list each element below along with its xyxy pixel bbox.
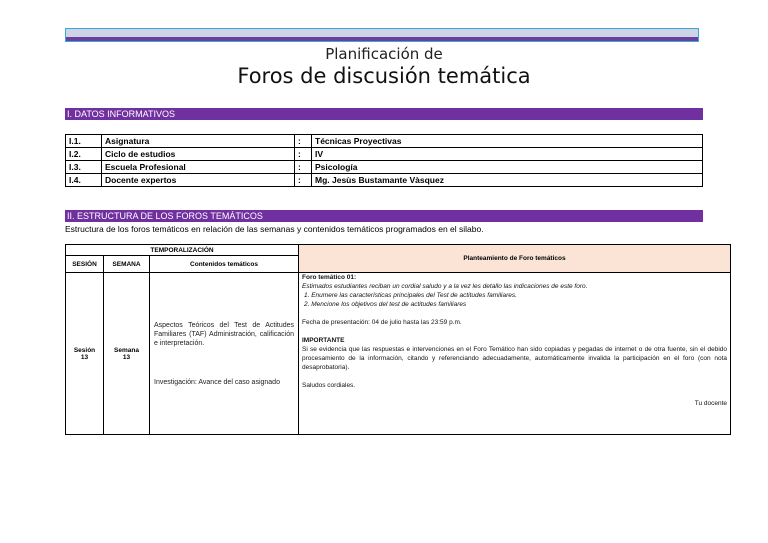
header-banner-stripe: [66, 37, 698, 41]
info-label: Docente expertos: [102, 174, 295, 187]
info-value: Mg. Jesùs Bustamante Vàsquez: [312, 174, 703, 187]
info-row: [66, 161, 703, 174]
foro-item: 1. Enumere las características principales del Test de actitudes familiares.: [304, 292, 517, 299]
info-label: Asignatura: [102, 135, 295, 148]
section1-title: I. DATOS INFORMATIVOS: [65, 108, 703, 120]
info-value: IV: [312, 148, 703, 161]
info-table: [65, 134, 703, 187]
info-num: I.2.: [66, 148, 102, 161]
contenido-item: Investigación: Avance del caso asignado: [154, 378, 280, 386]
importante-title: IMPORTANTE: [302, 337, 345, 344]
header-semana: SEMANA: [104, 256, 150, 273]
foro-item: 2. Mencione los objetivos del test de actitudes familiares: [304, 301, 467, 308]
semana-label: Semana: [114, 346, 139, 354]
page-title-line1: Planificación de: [325, 45, 443, 63]
fecha-presentacion: Fecha de presentación: 04 de julio hasta las 23:59 p.m.: [302, 319, 462, 326]
header-sesion: SESIÓN: [66, 256, 104, 273]
header-contenidos: Contenidos temáticos: [150, 256, 299, 273]
foro-intro: Estimados estudiantes reciban un cordial saludo y a la vez les detallo las indicaciones de este foro.: [302, 283, 588, 290]
info-label: Escuela Profesional: [102, 161, 295, 174]
firma: Tu docente: [694, 400, 727, 407]
sesion-label: Sesión: [73, 346, 96, 354]
info-value: Psicología: [312, 161, 703, 174]
forum-plan-table: [65, 244, 731, 435]
info-sep: :: [295, 161, 312, 174]
info-sep: :: [295, 174, 312, 187]
importante-text: Si se evidencia que las respuestas e intervenciones en el Foro Temático han sido copiadas y pegadas de internet o de otra fuente, sin el debido procesamiento de la información, citando y referenciando adecuadamente, automáticamente invalida la participación en el foro (con nota desaprobatoria).: [302, 346, 727, 371]
foro-title: Foro temático 01:: [302, 274, 357, 281]
sesion-number: 13: [80, 353, 89, 361]
table-row: [66, 273, 731, 435]
page-title-line2: Foros de discusión temática: [237, 64, 531, 88]
header-temporalizacion: TEMPORALIZACIÓN: [66, 245, 299, 256]
info-row: [66, 174, 703, 187]
info-row: [66, 148, 703, 161]
section2-title: II. ESTRUCTURA DE LOS FOROS TEMÁTICOS: [65, 210, 703, 222]
saludos: Saludos cordiales.: [302, 382, 356, 389]
info-sep: :: [295, 135, 312, 148]
info-sep: :: [295, 148, 312, 161]
semana-cell: [104, 273, 150, 435]
contenido-item: Aspectos Teóricos del Test de Actitudes Familiares (TAF) Administración, calificación e interpretación.: [154, 321, 294, 347]
sesion-cell: [66, 273, 104, 435]
header-banner: [65, 28, 699, 42]
info-row: [66, 135, 703, 148]
info-num: I.4.: [66, 174, 102, 187]
info-num: I.1.: [66, 135, 102, 148]
header-planteamiento: Planteamiento de Foro temáticos: [299, 245, 731, 273]
planteamiento-cell: [299, 273, 731, 435]
semana-number: 13: [122, 353, 131, 361]
info-value: Técnicas Proyectivas: [312, 135, 703, 148]
info-label: Ciclo de estudios: [102, 148, 295, 161]
section2-description: Estructura de los foros temáticos en relación de las semanas y contenidos temáticos programados en el silabo.: [65, 224, 484, 234]
contenidos-cell: [150, 273, 299, 435]
info-num: I.3.: [66, 161, 102, 174]
